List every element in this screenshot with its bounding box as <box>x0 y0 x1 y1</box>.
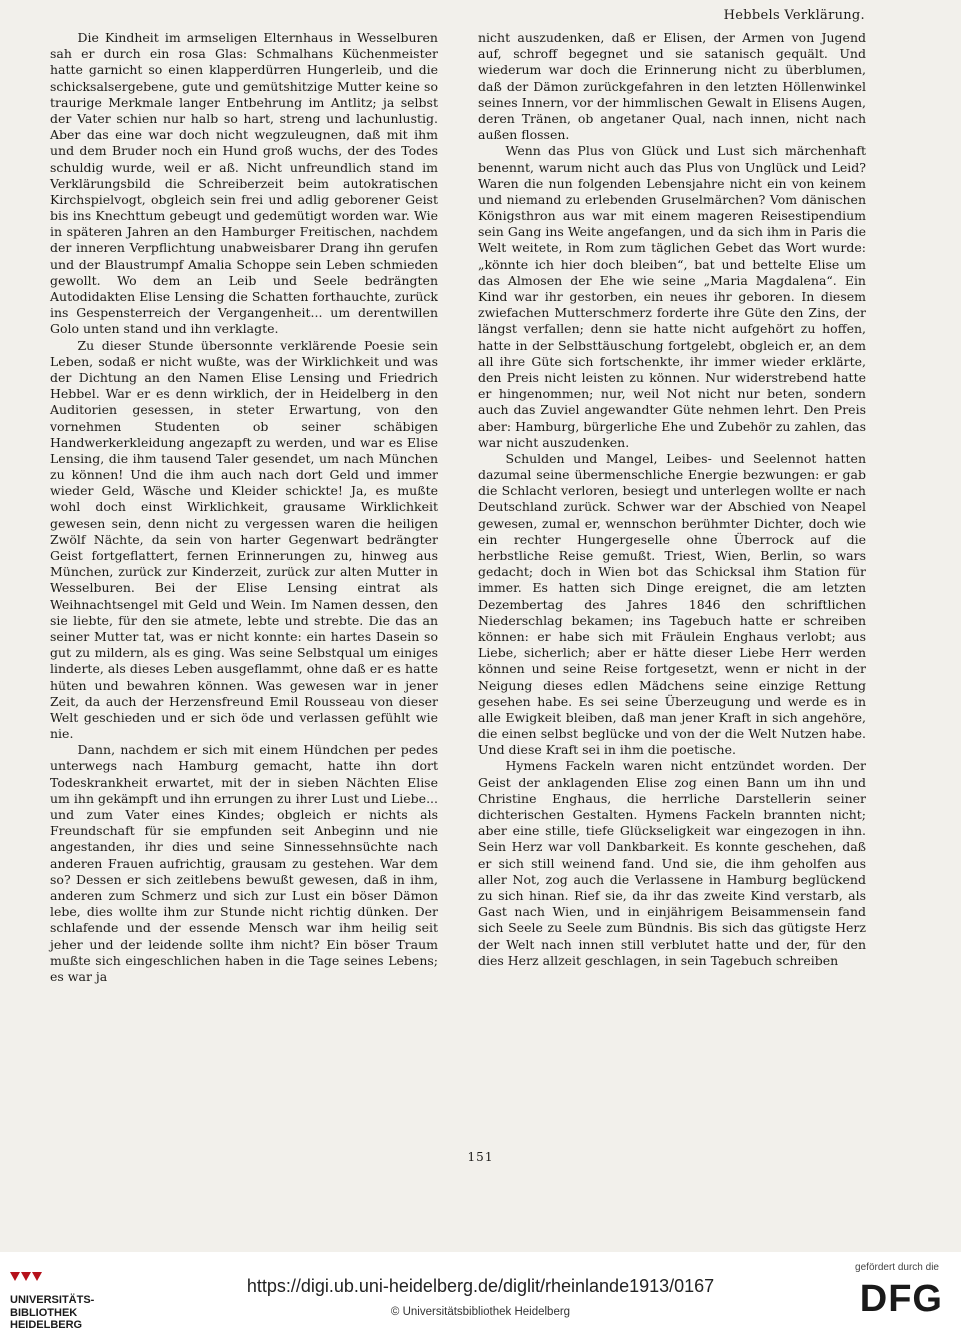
funding-note: gefördert durch die <box>855 1262 939 1273</box>
page-number: 151 <box>467 1150 494 1164</box>
permalink-url[interactable]: https://digi.ub.uni-heidelberg.de/diglit/rheinlande1913/0167 <box>246 1276 715 1296</box>
running-head: Hebbels Verklärung. <box>723 8 865 23</box>
text-column-right <box>478 30 866 969</box>
paragraph: Wenn das Plus von Glück und Lust sich märchenhaft benennt, warum nicht auch das Plus von Unglück und Leid? Waren die nun folgenden Lebensjahre nicht ein von keinem und niemand zu erlebenden Gruselmärchen? Vom dänischen Königsthron aus war mit einem mageren Reisestipendium sein Gang ins Weite angefangen, und da sich ihm in Paris die Welt weitete, in Rom zum täglichen Gebet das Wort wurde: „könnte ich hier doch bleiben“, bat und bettelte Elise um das Almosen der Ehe wie seine „Maria Magdalena“. Ein Kind war ihr gestorben, ein neues ihr geboren. In diesem zwiefachen Mutterschmerz forderte ihre Güte den Zins, der längst verfallen; denn sie hatte nicht aufgehört zu hoffen, hatte in der Selbsttäuschung fortgelebt, obgleich er, an dem all ihre Güte sich fortschenkte, ihr immer wieder erklärte, den Preis nicht leisten zu können. Nur widerstrebend hatte er hingenommen; nur, weil Not nicht nur beten, sondern auch das Zuviel angewandter Güte nehmen lehrt. Den Preis aber: Hamburg, bürgerliche Ehe und Zubehör zu zahlen, das war nicht auszudenken. <box>478 143 866 450</box>
paragraph: Die Kindheit im armseligen Elternhaus in Wesselburen sah er durch ein rosa Glas: Schmalhans Küchenmeister hatte garnicht so einen klapperdürren Hungerleib, und die schicksalsergebene, gute und gemütshitzige Mutter keine so traurige Merkmale langer Entbehrung im Antlitz; ja selbst der Vater schien nur halb so hart, streng und lachunlustig. Aber das eine war doch nicht wegzuleugnen, daß mit ihm und dem Bruder noch ein Hund groß wuchs, der des Todes schuldig wurde, weil er aß. Nicht unfreundlich stand im Verklärungsbild die Schreiberzeit beim autokratischen Kirchspielvogt, obgleich sein frei und adlig geborener Geist bis ins Knechttum gebeugt und gedemütigt worden war. Wie in späteren Jahren an den Hamburger Freitischen, nachdem der inneren Verpflichtung unabweisbarer Drang ihn gerufen und der Blaustrumpf Amalia Schoppe sein Leben schmieden gewollt. Wo dem an Leib und Seele bedrängten Autodidakten Elise Lensing die Schatten forthauchte, zurück ins Gespensterreich der Vergangenheit... um derentwillen Golo unten stand und ihn verklagte. <box>50 30 438 337</box>
paragraph: Schulden und Mangel, Leibes- und Seelennot hatten dazumal seine übermenschliche Energie bezwungen: er gab die Schlacht verloren, besiegt und unterlegen wollte er nach Deutschland zurück. Schwer war der Abschied von Neapel gewesen, zumal er, wennschon berühmter Dichter, doch wie ein rechter Hungergeselle ohne Überrock auf die herbstliche Reise gemußt. Triest, Wien, Berlin, so wars gedacht; doch in Wien bot das Schicksal ihm Station für immer. Es hatten sich Dinge ereignet, die am letzten Dezembertag des Jahres 1846 den schriftlichen Niederschlag bekamen; ins Tagebuch hatte er schreiben können: er habe sich mit Fräulein Enghaus verlobt; aus Liebe, sicherlich; aber er hätte dieser Liebe Herr werden können und seine Reise fortgesetzt, wenn er nicht in der Neigung dieses edlen Mädchens seine einzige Rettung gesehen habe. Es sei seine Überzeugung und werde es in alle Ewigkeit bleiben, daß man jener Kraft in sich angehöre, die einen selbst beglücke und von der die Welt Nutzen habe. Und diese Kraft sei in ihm die poetische. <box>478 450 866 758</box>
library-name: UNIVERSITÄTS- BIBLIOTHEK HEIDELBERG <box>10 1294 95 1331</box>
paragraph: Hymens Fackeln waren nicht entzündet worden. Der Geist der anklagenden Elise zog einen Bann um ihn und Christine Enghaus, die herrliche Darstellerin seiner dichterischen Gestalten. Hymens Fackeln brannten nicht; aber eine stille, tiefe Glückseligkeit war eingezogen in ihn. Sein Herz war voll Dankbarkeit. Es konnte geschehen, daß er sich still weinend fand. Und sie, die ihm geholfen aus aller Not, zog auch die Verlassene in Hamburg beglückend zu sich hinan. Rief sie, da ihr das zweite Kind verstarb, als Gast nach Wien, und in einjährigem Beisammensein fand sich Seele zu Seele zum Bündnis. Bis sich das gütigste Herz der Welt nach innen still verblutet hatte und der, für den dies Herz allzeit geschlagen, in sein Tagebuch schreiben <box>478 758 866 968</box>
copyright-notice: © Universitätsbibliothek Heidelberg <box>390 1306 571 1318</box>
paragraph: Dann, nachdem er sich mit einem Hündchen per pedes unterwegs nach Hamburg gemacht, hatte ihn dort Todeskrankheit erwartet, mit der in sieben Nächten Elise um ihn gekämpft und ihn errungen zu ihrer Lust und Liebe... und zum Vater eines Kindes; obgleich er nichts als Freundschaft für sie empfunden seit Anbeginn und nie angestanden, ihr dies und seine Sinnessehnsüchte nach anderen Frauen aufrichtig, grausam zu gestehen. War dem so? Dessen er sich zeitlebens bewußt gewesen, daß in ihm, anderen zum Schmerz und sich zur Lust ein böser Dämon lebe, dies wollte ihm zur Stunde nicht richtig dünken. Der schlafende und der essende Mensch war ihm heilig seit jeher und der leidende sollte ihm nicht? Ein böser Traum mußte sich eingeschlichen haben in die Tage seines Lebens; es war ja <box>50 742 438 984</box>
text-column-left <box>50 30 438 985</box>
dfg-logo[interactable]: DFG <box>859 1278 943 1320</box>
paragraph: Zu dieser Stunde übersonnte verklärende Poesie sein Leben, sodaß er nicht wußte, was der Wirklichkeit und was der Dichtung an den Namen Elise Lensing und Friedrich Hebbel. War er es denn wirklich, der in Heidelberg in den Auditorien gesessen, in steter Erwartung, von den vornehmen Studenten ob seiner schäbigen Handwerkerkleidung angezapft zu werden, und war es Elise Lensing, die ihm tausend Taler gesendet, um nach München zu können! Und die ihm auch nach dort Geld und immer wieder Geld, Wäsche und Kleider schickte! Ja, es mußte wohl doch einst Wirklichkeit, grausame Wirklichkeit gewesen sein, denn nicht zu vergessen waren die heiligen Zwölf Nächte, da sein von harter Gegenwart bedrängter Geist fortgeflattert, fernen Erinnerungen zu, hinweg aus München, zurück zur Kinderzeit, zurück zur alten Mutter in Wesselburen. Bei der Elise Lensing eintrat als Weihnachtsengel mit Geld und Wein. Im Namen dessen, den sie liebte, für den sie atmete, lebte und strebte. Die das an seiner Mutter tat, was er nicht konnte: ein hartes Dasein so gut zu mildern, als es ging. Was seine Selbstqual um einiges linderte, als dieses Leben ausgeflammt, ohne daß er es hatte hüten und bewahren können. Was gewesen war in jener Zeit, da auch der Herzensfreund Emil Rousseau von dieser Welt geschieden und er sich öde und verlassen gefühlt wie nie. <box>50 337 438 742</box>
paragraph: nicht auszudenken, daß er Elisen, der Armen von Jugend auf, schroff begegnet und sie satanisch gequält. Und wiederum war doch die Erinnerung nicht zu überblumen, daß der Dämon zurückgefahren in den letzten Höllenwinkel seines Innern, vor der himmlischen Gewalt in Elisens Augen, deren Tränen, ob angetaner Qual, nach innen, nicht nach außen flossen. <box>478 30 866 143</box>
viewer-footer <box>0 1252 961 1334</box>
